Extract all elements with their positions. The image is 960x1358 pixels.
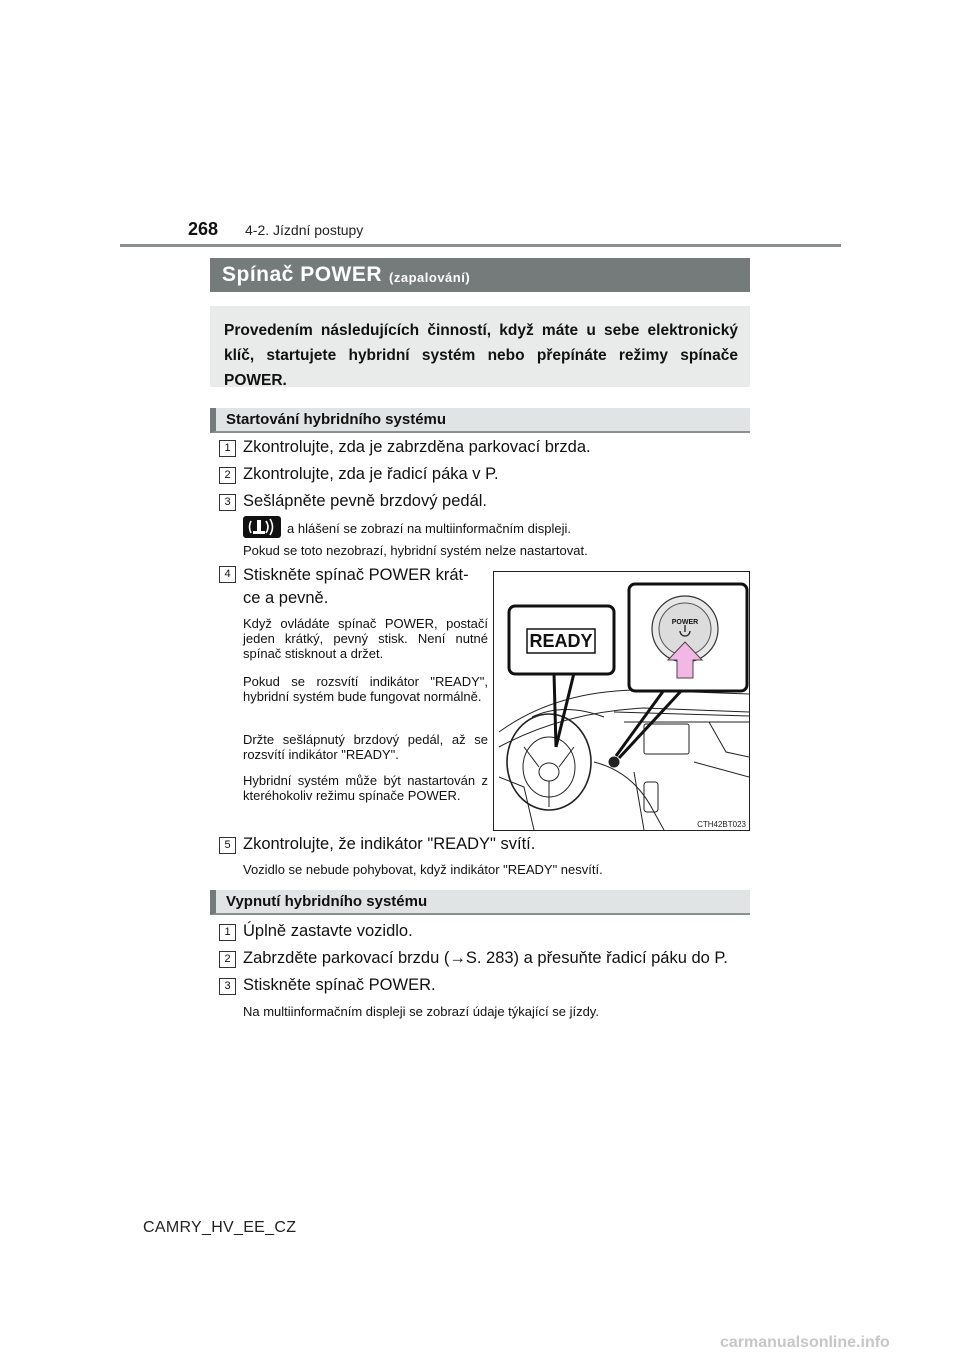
step-number: 3 (219, 494, 236, 511)
step-text: Zabrzděte parkovací brzdu (→S. 283) a přesuňte řadicí páku do P. (243, 949, 728, 967)
header-rule (120, 244, 841, 247)
step-number: 5 (219, 837, 236, 854)
step4-note: Hybridní systém může být nastartován z kteréhokoliv režimu spínače POWER. (243, 773, 488, 803)
step-number: 3 (219, 978, 236, 995)
step5-note: Vozidlo se nebude pohybovat, když indikátor "READY" nesvítí. (243, 862, 603, 877)
footer-code: CAMRY_HV_EE_CZ (143, 1219, 297, 1236)
step-number: 1 (219, 440, 236, 457)
intro-box: Provedením následujících činností, když máte u sebe elektronický klíč, startujete hybridní systém nebo přepínáte režimy spínače POWER. (210, 306, 750, 387)
step-text: ce a pevně. (243, 589, 329, 607)
step-text: Zkontrolujte, že indikátor "READY" svítí. (243, 835, 536, 853)
step-number: 2 (219, 951, 236, 968)
power-button-label: POWER (671, 619, 699, 626)
watermark: carmanualsonline.info (720, 1334, 890, 1351)
step-text: Stiskněte spínač POWER krát- (243, 566, 469, 584)
step3-note: a hlášení se zobrazí na multiinformačním displeji. (287, 521, 571, 536)
page-number: 268 (188, 219, 219, 239)
step3-note: Pokud se toto nezobrazí, hybridní systém nelze nastartovat. (243, 543, 588, 558)
section-heading-start: Startování hybridního systému (210, 408, 750, 433)
page-subtitle: (zapalování) (389, 269, 471, 285)
step-text: Zkontrolujte, zda je zabrzděna parkovací brzda. (243, 438, 591, 456)
step-number: 1 (219, 924, 236, 941)
ready-indicator-label: READY (529, 631, 593, 651)
step4-note: Držte sešlápnutý brzdový pedál, až se rozsvítí indikátor "READY". (243, 732, 488, 762)
step-number: 4 (219, 566, 236, 583)
chapter-title: 4-2. Jízdní postupy (245, 222, 364, 238)
step4-note: Pokud se rozsvítí indikátor "READY", hybridní systém bude fungovat normálně. (243, 674, 488, 704)
page-title: Spínač POWER (222, 263, 383, 286)
dashboard-drawing (494, 572, 750, 831)
page-title-bar (210, 258, 750, 292)
step-text: Zkontrolujte, zda je řadicí páka v P. (243, 465, 499, 483)
stop-step3-note: Na multiinformačním displeji se zobrazí údaje týkající se jízdy. (243, 1004, 599, 1019)
brake-pedal-icon (243, 516, 281, 538)
dashboard-illustration (493, 571, 750, 831)
step-text: Sešlápněte pevně brzdový pedál. (243, 492, 488, 510)
step-text: Stiskněte spínač POWER. (243, 976, 436, 994)
step-number: 2 (219, 467, 236, 484)
step-text: Úplně zastavte vozidlo. (243, 922, 413, 940)
figure-code: CTH42BT023 (697, 820, 746, 829)
step4-note: Když ovládáte spínač POWER, postačí jeden krátký, pevný stisk. Není nutné spínač stisknout a držet. (243, 616, 488, 661)
section-heading-stop: Vypnutí hybridního systému (210, 890, 750, 915)
